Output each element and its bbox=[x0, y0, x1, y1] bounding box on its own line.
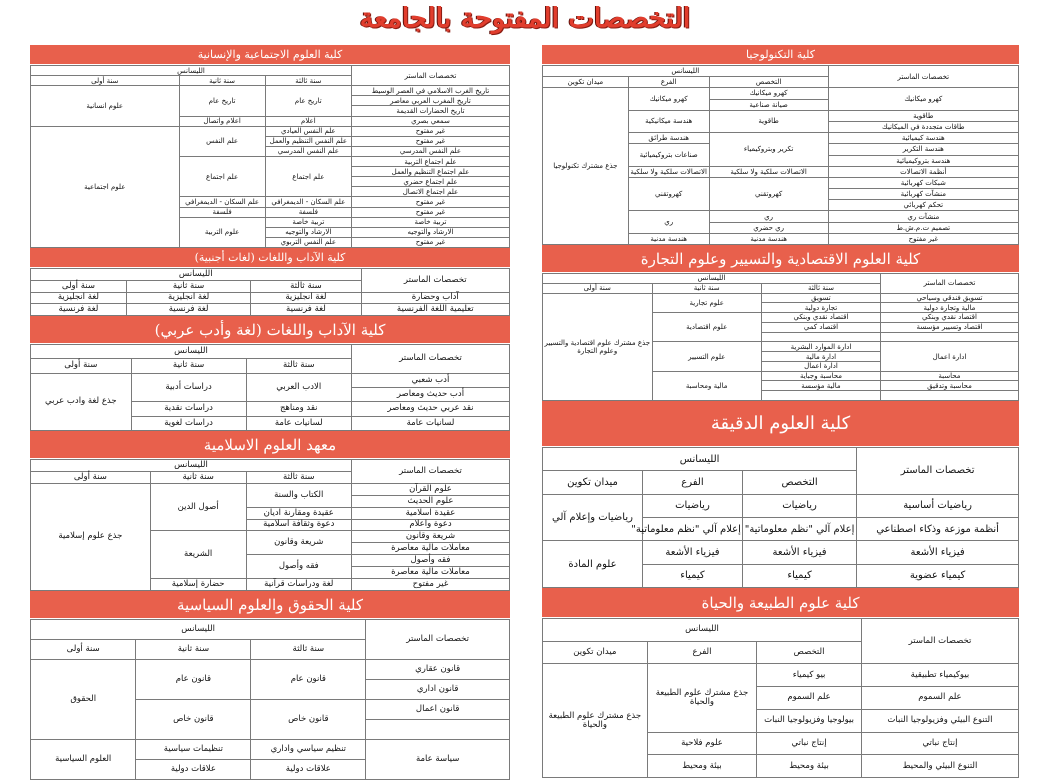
hdr-master: تخصصات الماستر bbox=[351, 66, 509, 86]
table-cell: علوم المادة bbox=[543, 541, 643, 588]
table-cell: الكتاب والسنة bbox=[246, 483, 351, 507]
hdr-master: تخصصات الماستر bbox=[880, 274, 1018, 294]
hdr-y1: سنة أولى bbox=[31, 76, 180, 86]
hdr-y2: سنة ثانية bbox=[136, 640, 251, 660]
hdr-y3: سنة ثالثة bbox=[251, 640, 366, 660]
table-cell bbox=[761, 391, 880, 401]
section-title: كلية الحقوق والعلوم السياسية bbox=[30, 591, 510, 619]
table-cell: منشآت كهربائية bbox=[828, 189, 1018, 200]
section-exact-sciences bbox=[542, 401, 1019, 588]
table-cell: علم النفس العيادي bbox=[265, 126, 351, 136]
table-cell: بيولوجيا وفزيولوجيا النبات bbox=[757, 709, 862, 732]
hdr-y2: سنة ثانية bbox=[126, 280, 251, 292]
table-cell: لغة انجليزية bbox=[126, 292, 251, 304]
table-cell: سمعي بصري bbox=[351, 116, 509, 126]
table-cell: اعلام واتصال bbox=[179, 116, 265, 126]
table-cell: علم اجتماع حضري bbox=[351, 177, 509, 187]
table-cell: علوم القرآن bbox=[351, 483, 509, 495]
table-cell: هندسة كيميائية bbox=[828, 133, 1018, 144]
hdr-field: ميدان تكوين bbox=[543, 77, 629, 88]
table-cell: العلوم السياسية bbox=[31, 740, 136, 780]
table-cell: الارشاد والتوجيه bbox=[265, 227, 351, 237]
hdr-master: تخصصات الماستر bbox=[361, 269, 509, 293]
section-technology bbox=[542, 45, 1019, 245]
table-cell: بيئة ومحيط bbox=[647, 755, 756, 778]
table-cell: كهرو ميكانيك bbox=[828, 88, 1018, 110]
table-cell: محاسبة وتدقيق bbox=[880, 381, 1018, 391]
table-cell: غير مفتوح bbox=[351, 126, 509, 136]
table-cell: تسويق bbox=[761, 293, 880, 303]
table-cell: مالية وتجارة دولية bbox=[880, 303, 1018, 313]
table-cell: كيمياء عضوية bbox=[857, 564, 1019, 587]
table-cell: علوم الحديث bbox=[351, 495, 509, 507]
table-cell: فيزياء الأشعة bbox=[857, 541, 1019, 564]
table-cell: قانون عام bbox=[136, 660, 251, 700]
table-cell: جذع مشترك علوم اقتصادية والتسيير وعلوم التجارة bbox=[543, 293, 653, 400]
table-cell: علم السكان - الديمغرافي bbox=[265, 197, 351, 207]
hdr-spec: التخصص bbox=[757, 641, 862, 664]
table-cell: تاريخ عام bbox=[265, 86, 351, 116]
table-cell: رياضيات أساسية bbox=[857, 494, 1019, 517]
table-cell: علوم اقتصادية bbox=[652, 313, 761, 342]
table-cell: التنوع البيئي والمحيط bbox=[861, 755, 1018, 778]
table-cell: ادارة الموارد البشرية bbox=[761, 342, 880, 352]
hdr-lic: الليسانس bbox=[31, 66, 352, 76]
table-cell: بيو كيمياء bbox=[757, 664, 862, 687]
section-law bbox=[30, 591, 510, 780]
section-islamic-sciences bbox=[30, 431, 510, 591]
table-cell: علوم تجارية bbox=[652, 293, 761, 313]
table-economics bbox=[542, 273, 1019, 401]
table-cell: قانون خاص bbox=[251, 700, 366, 740]
hdr-y1: سنة أولى bbox=[31, 640, 136, 660]
table-islamic bbox=[30, 459, 510, 591]
table-cell: صناعات بتروكيميائية bbox=[628, 144, 709, 166]
table-cell: إعلام آلي "نظم معلوماتية" bbox=[742, 517, 856, 540]
table-cell: اقتصاد نقدي وبنكي bbox=[761, 313, 880, 323]
hdr-lic: الليسانس bbox=[31, 345, 352, 359]
table-cell: هندسة مدنية bbox=[628, 233, 709, 244]
table-social bbox=[30, 65, 510, 248]
table-cell: عقيدة ومقارنة اديان bbox=[246, 507, 351, 519]
hdr-y3: سنة ثالثة bbox=[251, 280, 361, 292]
table-cell: تحكم كهربائي bbox=[828, 200, 1018, 211]
table-cell: جذع لغة وادب عربي bbox=[31, 373, 132, 430]
table-cell: الاتصالات سلكية ولا سلكية bbox=[628, 166, 709, 177]
table-cell: ري bbox=[628, 211, 709, 233]
table-cell: ادارة اعمال bbox=[761, 361, 880, 371]
table-cell: علاقات دولية bbox=[136, 760, 251, 780]
table-cell: سياسة عامة bbox=[366, 740, 510, 780]
table-cell: نقد عربي حديث ومعاصر bbox=[351, 402, 509, 416]
table-cell: معاملات مالية معاصرة bbox=[351, 543, 509, 555]
hdr-branch: الفرع bbox=[628, 77, 709, 88]
table-cell: دعوة وثقافة اسلامية bbox=[246, 519, 351, 531]
hdr-master: تخصصات الماستر bbox=[861, 619, 1018, 664]
section-title: كلية علوم الطبيعة والحياة bbox=[542, 588, 1019, 618]
hdr-y3: سنة ثالثة bbox=[246, 471, 351, 483]
table-cell: دراسات نقدية bbox=[131, 402, 246, 416]
section-title: كلية التكنولوجيا bbox=[542, 45, 1019, 65]
table-cell: علوم فلاحية bbox=[647, 732, 756, 755]
table-cell: الحقوق bbox=[31, 660, 136, 740]
hdr-master: تخصصات الماستر bbox=[828, 66, 1018, 88]
table-cell: محاسبة bbox=[880, 371, 1018, 381]
table-cell: ري bbox=[709, 211, 828, 222]
table-cell: علوم انسانية bbox=[31, 86, 180, 126]
hdr-field: ميدان تكوين bbox=[543, 471, 643, 494]
table-cell: صيانة صناعية bbox=[709, 99, 828, 110]
table-cell: تاريخ الحضارات القديمة bbox=[351, 106, 509, 116]
table-cell: دراسات لغوية bbox=[131, 416, 246, 430]
table-nature-life bbox=[542, 618, 1019, 778]
table-cell: أدب حديث ومعاصر bbox=[351, 387, 509, 401]
table-cell: أدب شعبي bbox=[351, 373, 509, 387]
table-cell: التنوع البيئي وفزيولوجيا النبات bbox=[861, 709, 1018, 732]
table-cell: هندسة بتروكيميائية bbox=[828, 155, 1018, 166]
table-cell: علم النفس التربوي bbox=[265, 237, 351, 247]
table-cell: الاتصالات سلكية ولا سلكية bbox=[709, 166, 828, 177]
table-cell: ري حضري bbox=[709, 222, 828, 233]
table-cell: الارشاد والتوجيه bbox=[351, 227, 509, 237]
section-title: كلية العلوم الاجتماعية والإنسانية bbox=[30, 45, 510, 65]
table-cell: كهروتقني bbox=[709, 177, 828, 211]
hdr-y1: سنة أولى bbox=[31, 359, 132, 373]
table-cell: علم اجتماع الاتصال bbox=[351, 187, 509, 197]
table-cell: شريعة وقانون bbox=[246, 531, 351, 555]
hdr-lic: الليسانس bbox=[31, 269, 362, 281]
table-cell: لغة انجليزية bbox=[251, 292, 361, 304]
table-cell: اعلام bbox=[265, 116, 351, 126]
table-arabic bbox=[30, 344, 510, 431]
table-cell: أنظمة موزعة وذكاء اصطناعي bbox=[857, 517, 1019, 540]
table-cell: علوم اجتماعية bbox=[31, 126, 180, 247]
table-cell: فلسفة bbox=[265, 207, 351, 217]
section-social-sciences bbox=[30, 45, 510, 248]
section-arabic-language bbox=[30, 316, 510, 431]
table-exact-sciences bbox=[542, 447, 1019, 588]
table-cell: لغة ودراسات قرآنية bbox=[246, 579, 351, 591]
hdr-master: تخصصات الماستر bbox=[366, 620, 510, 660]
table-cell: فلسفة bbox=[179, 207, 265, 217]
table-cell: تعليمية اللغة الفرنسية bbox=[361, 304, 509, 316]
table-cell: إعلام آلي "نظم معلوماتية" bbox=[642, 517, 742, 540]
table-cell: كهروتقني bbox=[628, 177, 709, 211]
table-cell: شبكات كهربائية bbox=[828, 177, 1018, 188]
table-law bbox=[30, 619, 510, 780]
hdr-y2: سنة ثانية bbox=[179, 76, 265, 86]
table-cell: لغة فرنسية bbox=[31, 304, 127, 316]
table-cell: غير مفتوح bbox=[351, 579, 509, 591]
table-cell: رياضيات وإعلام آلي bbox=[543, 494, 643, 541]
table-cell bbox=[366, 720, 510, 740]
table-cell: الشريعة bbox=[150, 531, 246, 579]
table-cell: تربية خاصة bbox=[351, 217, 509, 227]
section-economics bbox=[542, 245, 1019, 401]
hdr-y2: سنة ثانية bbox=[652, 283, 761, 293]
table-cell: عقيدة اسلامية bbox=[351, 507, 509, 519]
table-cell: حضارة إسلامية bbox=[150, 579, 246, 591]
table-cell: دعوة واعلام bbox=[351, 519, 509, 531]
table-cell: محاسبة وجباية bbox=[761, 371, 880, 381]
table-cell: كهرو ميكانيك bbox=[709, 88, 828, 99]
hdr-branch: الفرع bbox=[642, 471, 742, 494]
table-cell: علم اجتماع التنظيم والعمل bbox=[351, 167, 509, 177]
page-title: التخصصات المفتوحة بالجامعة bbox=[359, 3, 691, 34]
table-cell: تاريخ الغرب الاسلامي في العصر الوسيط bbox=[351, 86, 509, 96]
table-cell: هندسة التكرير bbox=[828, 144, 1018, 155]
table-cell: جذع مشترك تكنولوجيا bbox=[543, 88, 629, 245]
table-cell: لسانيات عامة bbox=[351, 416, 509, 430]
table-cell: تنظيم سياسي واداري bbox=[251, 740, 366, 760]
table-cell: تاريخ عام bbox=[179, 86, 265, 116]
table-cell: قانون اداري bbox=[366, 680, 510, 700]
table-cell: بيئة ومحيط bbox=[757, 755, 862, 778]
hdr-spec: التخصص bbox=[709, 77, 828, 88]
table-cell: منشآت ري bbox=[828, 211, 1018, 222]
table-cell: علم النفس المدرسي bbox=[265, 146, 351, 156]
table-cell: اقتصاد كمي bbox=[761, 322, 880, 332]
table-cell: تربية خاصة bbox=[265, 217, 351, 227]
table-cell: هندسة ميكانيكية bbox=[628, 110, 709, 132]
hdr-lic: الليسانس bbox=[543, 619, 862, 642]
hdr-y3: سنة ثالثة bbox=[265, 76, 351, 86]
table-cell: علم السكان - الديمغرافي bbox=[179, 197, 265, 207]
table-cell: بيوكيمياء تطبيقية bbox=[861, 664, 1018, 687]
hdr-y3: سنة ثالثة bbox=[761, 283, 880, 293]
table-cell: طاقوية bbox=[709, 110, 828, 132]
table-cell: آداب وحضارة bbox=[361, 292, 509, 304]
hdr-y2: سنة ثانية bbox=[150, 471, 246, 483]
table-cell: جذع مشترك علوم الطبيعة والحياة bbox=[543, 664, 648, 778]
table-cell: طاقات متجددة في الميكانيك bbox=[828, 121, 1018, 132]
table-cell: كهرو ميكانيك bbox=[628, 88, 709, 110]
section-nature-life bbox=[542, 588, 1019, 778]
table-cell: تكرير وبتروكيمياء bbox=[709, 133, 828, 167]
table-cell: علم اجتماع bbox=[179, 156, 265, 196]
table-cell: معاملات مالية معاصرة bbox=[351, 567, 509, 579]
section-foreign-languages bbox=[30, 248, 510, 316]
table-cell: اقتصاد نقدي وبنكي bbox=[880, 313, 1018, 323]
table-cell: لغة فرنسية bbox=[126, 304, 251, 316]
hdr-y1: سنة أولى bbox=[31, 471, 151, 483]
hdr-y1: سنة أولى bbox=[31, 280, 127, 292]
table-cell: علم اجتماع bbox=[265, 156, 351, 196]
table-cell: غير مفتوح bbox=[351, 197, 509, 207]
table-cell: غير مفتوح bbox=[351, 207, 509, 217]
hdr-spec: التخصص bbox=[742, 471, 856, 494]
table-cell: إنتاج نباتي bbox=[757, 732, 862, 755]
table-cell: ادارة اعمال bbox=[880, 342, 1018, 371]
hdr-y2: سنة ثانية bbox=[131, 359, 246, 373]
table-foreign bbox=[30, 268, 510, 316]
hdr-lic: الليسانس bbox=[31, 460, 352, 472]
hdr-lic: الليسانس bbox=[31, 620, 366, 640]
table-cell: قانون خاص bbox=[136, 700, 251, 740]
hdr-lic: الليسانس bbox=[543, 448, 857, 471]
table-cell: علم النفس bbox=[179, 126, 265, 156]
table-cell: إنتاج نباتي bbox=[861, 732, 1018, 755]
table-cell bbox=[880, 332, 1018, 342]
table-cell: غير مفتوح bbox=[351, 237, 509, 247]
section-title: معهد العلوم الاسلامية bbox=[30, 431, 510, 459]
table-cell: كيمياء bbox=[642, 564, 742, 587]
table-cell: تنظيمات سياسية bbox=[136, 740, 251, 760]
table-cell: علاقات دولية bbox=[251, 760, 366, 780]
table-cell: قانون عقاري bbox=[366, 660, 510, 680]
hdr-master: تخصصات الماستر bbox=[857, 448, 1019, 495]
table-cell: غير مفتوح bbox=[828, 233, 1018, 244]
hdr-y3: سنة ثالثة bbox=[246, 359, 351, 373]
table-cell: لغة فرنسية bbox=[251, 304, 361, 316]
hdr-branch: الفرع bbox=[647, 641, 756, 664]
table-cell: جذع مشترك علوم الطبيعة والحياة bbox=[647, 664, 756, 732]
table-cell: هندسة مدنية bbox=[709, 233, 828, 244]
table-cell: علم النفس المدرسي bbox=[351, 146, 509, 156]
table-cell: علم السموم bbox=[861, 687, 1018, 710]
table-cell: الادب العربي bbox=[246, 373, 351, 402]
table-cell: أصول الدين bbox=[150, 483, 246, 531]
table-cell: تصميم ت.م.ش.ط bbox=[828, 222, 1018, 233]
hdr-field: ميدان تكوين bbox=[543, 641, 648, 664]
table-cell bbox=[761, 332, 880, 342]
table-cell: طاقوية bbox=[828, 110, 1018, 121]
table-cell: قانون اعمال bbox=[366, 700, 510, 720]
section-title: كلية العلوم الدقيقة bbox=[542, 401, 1019, 447]
table-cell: شريعة وقانون bbox=[351, 531, 509, 543]
hdr-y1: سنة أولى bbox=[543, 283, 653, 293]
table-cell: فيزياء الأشعة bbox=[642, 541, 742, 564]
hdr-lic: الليسانس bbox=[543, 66, 829, 77]
table-cell: تجارة دولية bbox=[761, 303, 880, 313]
hdr-lic: الليسانس bbox=[543, 274, 881, 284]
table-cell: فقه وأصول bbox=[246, 555, 351, 579]
table-cell: علم السموم bbox=[757, 687, 862, 710]
table-cell: اقتصاد وتسيير مؤسسة bbox=[880, 322, 1018, 332]
table-cell: فقه وأصول bbox=[351, 555, 509, 567]
hdr-master: تخصصات الماستر bbox=[351, 460, 509, 484]
section-title: كلية الآداب واللغات (لغات أجنبية) bbox=[30, 248, 510, 268]
table-cell: جذع علوم إسلامية bbox=[31, 483, 151, 590]
table-cell: علم النفس التنظيم والعمل bbox=[265, 136, 351, 146]
table-cell: علوم التسيير bbox=[652, 342, 761, 371]
table-cell: كيمياء bbox=[742, 564, 856, 587]
hdr-master: تخصصات الماستر bbox=[351, 345, 509, 374]
table-cell: رياضيات bbox=[642, 494, 742, 517]
section-title: كلية الآداب واللغات (لغة وأدب عربي) bbox=[30, 316, 510, 344]
table-technology bbox=[542, 65, 1019, 245]
table-cell: علوم التربية bbox=[179, 217, 265, 247]
table-cell: لغة انجليزية bbox=[31, 292, 127, 304]
table-cell: رياضيات bbox=[742, 494, 856, 517]
table-cell: لسانيات عامة bbox=[246, 416, 351, 430]
table-cell: نقد ومناهج bbox=[246, 402, 351, 416]
table-cell: دراسات أدبية bbox=[131, 373, 246, 402]
table-cell bbox=[880, 391, 1018, 401]
table-cell: علم اجتماع التربية bbox=[351, 156, 509, 166]
table-cell: أنظمة الاتصالات bbox=[828, 166, 1018, 177]
table-cell: قانون عام bbox=[251, 660, 366, 700]
table-cell: مالية ومحاسبة bbox=[652, 371, 761, 400]
table-cell: هندسة طرائق bbox=[628, 133, 709, 144]
table-cell: غير مفتوح bbox=[351, 136, 509, 146]
table-cell: فيزياء الأشعة bbox=[742, 541, 856, 564]
table-cell: تاريخ المغرب العربي معاصر bbox=[351, 96, 509, 106]
section-title: كلية العلوم الاقتصادية والتسيير وعلوم التجارة bbox=[542, 245, 1019, 273]
table-cell: ادارة مالية bbox=[761, 352, 880, 362]
table-cell: مالية مؤسسة bbox=[761, 381, 880, 391]
table-cell: تسويق فندقي وسياحي bbox=[880, 293, 1018, 303]
